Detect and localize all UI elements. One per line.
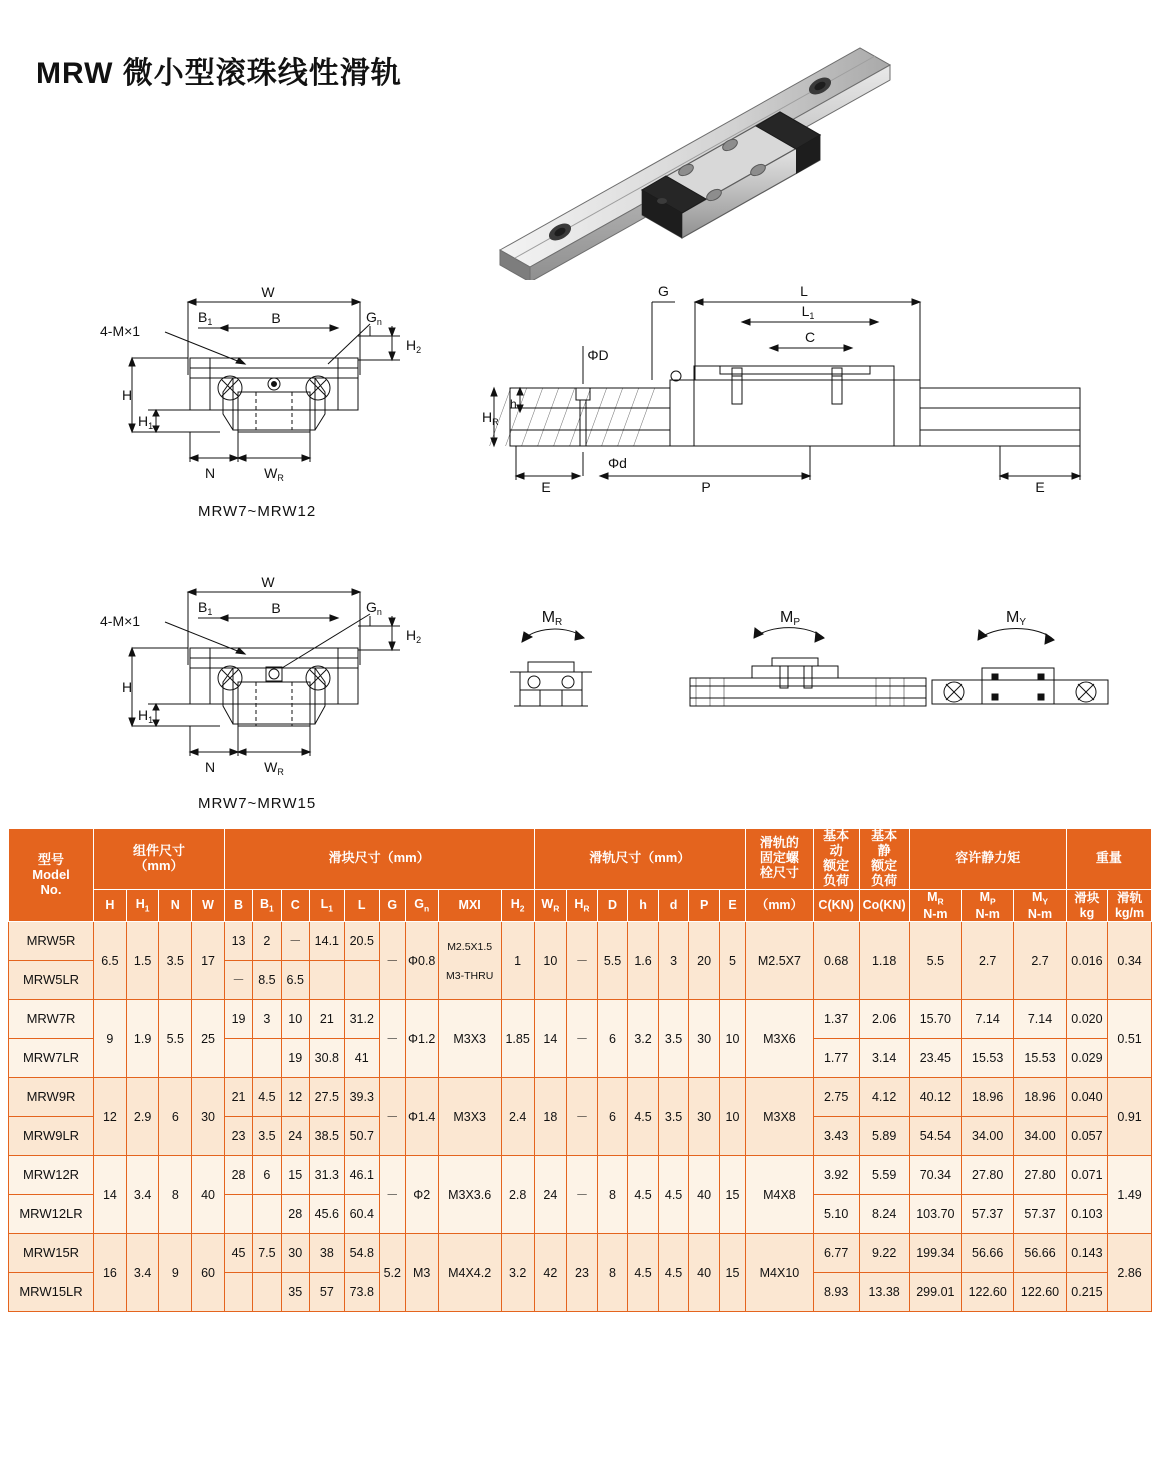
product-photo bbox=[490, 20, 1130, 280]
cell-w-rail: 0.91 bbox=[1108, 1078, 1152, 1156]
cell-HR: － bbox=[567, 1078, 598, 1156]
svg-text:G: G bbox=[658, 283, 669, 299]
cell-B1: 3 bbox=[253, 1000, 281, 1039]
cell-w-block: 0.103 bbox=[1066, 1195, 1107, 1234]
cell-my: 34.00 bbox=[1014, 1117, 1066, 1156]
th-w-rail: 滑轨 kg/m bbox=[1108, 889, 1152, 922]
cell-B: 19 bbox=[224, 1000, 252, 1039]
cell-c-dyn: 2.75 bbox=[813, 1078, 859, 1117]
cell-H1: 3.4 bbox=[126, 1156, 159, 1234]
cell-W: 17 bbox=[192, 922, 225, 1000]
cell-B1: 6 bbox=[253, 1156, 281, 1195]
cell-D: 8 bbox=[597, 1234, 628, 1312]
cell-c-dyn: 1.37 bbox=[813, 1000, 859, 1039]
th-H1: $H_1$ bbox=[126, 889, 159, 922]
drawing-front-view-mrw7-12 bbox=[70, 280, 470, 535]
cell-E: 10 bbox=[719, 1078, 745, 1156]
th-group-cstat: 基本 静 额定 负荷 bbox=[859, 829, 909, 890]
cell-D: 6 bbox=[597, 1000, 628, 1078]
cell-G: 5.2 bbox=[379, 1234, 405, 1312]
cell-C: 6.5 bbox=[281, 961, 309, 1000]
cell-B: 13 bbox=[224, 922, 252, 961]
drawing-side-section-view bbox=[480, 280, 1120, 515]
th-B1: $B_1$ bbox=[253, 889, 281, 922]
cell-Gn: Φ2 bbox=[405, 1156, 438, 1234]
cell-C: － bbox=[281, 922, 309, 961]
cell-H1: 1.5 bbox=[126, 922, 159, 1000]
table-row bbox=[9, 1000, 1152, 1039]
cell-model: MRW9LR bbox=[9, 1117, 94, 1156]
th-group-rail: 滑轨尺寸（mm） bbox=[534, 829, 746, 890]
cell-B: 21 bbox=[224, 1078, 252, 1117]
cell-L: 60.4 bbox=[344, 1195, 379, 1234]
cell-mr: 299.01 bbox=[909, 1273, 961, 1312]
cell-E: 15 bbox=[719, 1234, 745, 1312]
th-Gn: $G_n$ bbox=[405, 889, 438, 922]
cell-E: 15 bbox=[719, 1156, 745, 1234]
th-group-assembly: 组件尺寸 （mm） bbox=[94, 829, 225, 890]
svg-text:E: E bbox=[541, 479, 551, 495]
cell-H: 6.5 bbox=[94, 922, 127, 1000]
cell-HR: － bbox=[567, 1000, 598, 1078]
cell-c-stat: 5.89 bbox=[859, 1117, 909, 1156]
svg-text:H: H bbox=[122, 387, 133, 403]
cell-h: 4.5 bbox=[628, 1156, 659, 1234]
cell-mr: 15.70 bbox=[909, 1000, 961, 1039]
cell-B1: 2 bbox=[253, 922, 281, 961]
cell-mr: 23.45 bbox=[909, 1039, 961, 1078]
svg-text:MR: MR bbox=[541, 609, 563, 628]
cell-w-rail: 0.51 bbox=[1108, 1000, 1152, 1078]
cell-C: 35 bbox=[281, 1273, 309, 1312]
cell-D: 8 bbox=[597, 1156, 628, 1234]
cell-N: 3.5 bbox=[159, 922, 192, 1000]
cell-w-block: 0.029 bbox=[1066, 1039, 1107, 1078]
svg-text:B1: $B_1$ bbox=[198, 599, 213, 617]
cell-mr: 70.34 bbox=[909, 1156, 961, 1195]
diagram-moment-mp bbox=[680, 600, 940, 745]
cell-d: 4.5 bbox=[658, 1234, 689, 1312]
cell-d: 3 bbox=[658, 922, 689, 1000]
svg-text:L: L bbox=[800, 283, 808, 299]
cell-B1 bbox=[253, 1039, 281, 1078]
cell-w-block: 0.020 bbox=[1066, 1000, 1107, 1039]
cell-W: 40 bbox=[192, 1156, 225, 1234]
th-N: N bbox=[159, 889, 192, 922]
th-model-line1: 型号 bbox=[38, 851, 65, 867]
th-mr: $M_R$ N-m bbox=[909, 889, 961, 922]
cell-H2: 1 bbox=[501, 922, 534, 1000]
cell-Gn: Φ0.8 bbox=[405, 922, 438, 1000]
cell-L: 54.8 bbox=[344, 1234, 379, 1273]
cell-H1: 3.4 bbox=[126, 1234, 159, 1312]
th-WR: $W_R$ bbox=[534, 889, 567, 922]
cell-my: 57.37 bbox=[1014, 1195, 1066, 1234]
th-W: W bbox=[192, 889, 225, 922]
svg-text:MY: MY bbox=[1006, 609, 1026, 628]
svg-text:WR: $W_R$ bbox=[264, 465, 284, 483]
cell-H2: 2.4 bbox=[501, 1078, 534, 1156]
th-my: $M_Y$ N-m bbox=[1014, 889, 1066, 922]
cell-bolt: M3X6 bbox=[746, 1000, 814, 1078]
cell-bolt: M3X8 bbox=[746, 1078, 814, 1156]
cell-N: 9 bbox=[159, 1234, 192, 1312]
cell-mr: 199.34 bbox=[909, 1234, 961, 1273]
svg-text:4-M×1: 4-M×1 bbox=[100, 613, 141, 629]
svg-text:N: N bbox=[204, 465, 216, 481]
cell-L1: 31.3 bbox=[309, 1156, 344, 1195]
svg-text:B1: $B_1$ bbox=[198, 309, 213, 327]
cell-C: 15 bbox=[281, 1156, 309, 1195]
cell-HR: － bbox=[567, 922, 598, 1000]
th-E: E bbox=[719, 889, 745, 922]
cell-L: 50.7 bbox=[344, 1117, 379, 1156]
cell-w-rail: 2.86 bbox=[1108, 1234, 1152, 1312]
cell-L: 46.1 bbox=[344, 1156, 379, 1195]
cell-w-block: 0.040 bbox=[1066, 1078, 1107, 1117]
table-row bbox=[9, 922, 1152, 961]
cell-model: MRW12R bbox=[9, 1156, 94, 1195]
th-MXl: MXI bbox=[438, 889, 501, 922]
spec-table-body bbox=[9, 922, 1152, 1312]
th-L1: $L_1$ bbox=[309, 889, 344, 922]
cell-L: 73.8 bbox=[344, 1273, 379, 1312]
th-model-line3: No. bbox=[40, 881, 62, 897]
spec-table bbox=[8, 828, 1152, 1312]
cell-H2: 3.2 bbox=[501, 1234, 534, 1312]
cell-E: 5 bbox=[719, 922, 745, 1000]
cell-L: 20.5 bbox=[344, 922, 379, 961]
svg-text:L1: $L_1$ bbox=[801, 303, 815, 321]
svg-text:B: B bbox=[271, 310, 281, 326]
cell-B: 45 bbox=[224, 1234, 252, 1273]
svg-text:H: H bbox=[122, 679, 133, 695]
cell-mr: 40.12 bbox=[909, 1078, 961, 1117]
th-H2: $H_2$ bbox=[501, 889, 534, 922]
svg-text:H2: $H_2$ bbox=[406, 627, 422, 645]
cell-L: 39.3 bbox=[344, 1078, 379, 1117]
cell-MXl: M2.5X1.5 M3-THRU bbox=[438, 922, 501, 1000]
cell-C: 19 bbox=[281, 1039, 309, 1078]
cell-HR: － bbox=[567, 1156, 598, 1234]
cell-B1: 3.5 bbox=[253, 1117, 281, 1156]
cell-H1: 2.9 bbox=[126, 1078, 159, 1156]
cell-mp: 56.66 bbox=[962, 1234, 1014, 1273]
th-group-cdyn: 基本 动 额定 负荷 bbox=[813, 829, 859, 890]
diagram-moment-mr bbox=[500, 600, 680, 745]
page-title: MRW 微小型滚珠线性滑轨 bbox=[36, 57, 402, 90]
svg-text:E: E bbox=[1035, 479, 1045, 495]
cell-WR: 14 bbox=[534, 1000, 567, 1078]
cell-W: 30 bbox=[192, 1078, 225, 1156]
cell-B: － bbox=[224, 961, 252, 1000]
cell-mr: 103.70 bbox=[909, 1195, 961, 1234]
cell-H2: 2.8 bbox=[501, 1156, 534, 1234]
cell-mr: 5.5 bbox=[909, 922, 961, 1000]
cell-my: 27.80 bbox=[1014, 1156, 1066, 1195]
cell-bolt: M4X10 bbox=[746, 1234, 814, 1312]
diagram-moment-my bbox=[920, 600, 1120, 745]
th-c-stat: Co(KN) bbox=[859, 889, 909, 922]
cell-G: － bbox=[379, 1078, 405, 1156]
svg-text:HR: $H_R$ bbox=[482, 409, 499, 427]
cell-model: MRW15R bbox=[9, 1234, 94, 1273]
cell-model: MRW7LR bbox=[9, 1039, 94, 1078]
table-row bbox=[9, 1156, 1152, 1195]
cell-c-stat: 2.06 bbox=[859, 1000, 909, 1039]
svg-text:Φd: Φd bbox=[608, 455, 627, 471]
cell-Gn: M3 bbox=[405, 1234, 438, 1312]
th-H: H bbox=[94, 889, 127, 922]
cell-P: 20 bbox=[689, 922, 720, 1000]
cell-w-rail: 0.34 bbox=[1108, 922, 1152, 1000]
th-group-bolt: 滑轨的 固定螺 栓尺寸 bbox=[746, 829, 814, 890]
cell-my: 56.66 bbox=[1014, 1234, 1066, 1273]
cell-mp: 57.37 bbox=[962, 1195, 1014, 1234]
cell-H2: 1.85 bbox=[501, 1000, 534, 1078]
cell-L: 31.2 bbox=[344, 1000, 379, 1039]
cell-L1: 21 bbox=[309, 1000, 344, 1039]
cell-Gn: Φ1.4 bbox=[405, 1078, 438, 1156]
cell-C: 10 bbox=[281, 1000, 309, 1039]
cell-H1: 1.9 bbox=[126, 1000, 159, 1078]
cell-h: 4.5 bbox=[628, 1234, 659, 1312]
cell-MXl: M3X3.6 bbox=[438, 1156, 501, 1234]
cell-W: 25 bbox=[192, 1000, 225, 1078]
cell-C: 28 bbox=[281, 1195, 309, 1234]
cell-model: MRW5LR bbox=[9, 961, 94, 1000]
svg-text:B: B bbox=[271, 600, 281, 616]
cell-c-stat: 8.24 bbox=[859, 1195, 909, 1234]
cell-model: MRW5R bbox=[9, 922, 94, 961]
cell-c-stat: 9.22 bbox=[859, 1234, 909, 1273]
svg-text:H2: $H_2$ bbox=[406, 337, 422, 355]
svg-text:WR: $W_R$ bbox=[264, 759, 284, 777]
cell-B bbox=[224, 1273, 252, 1312]
cell-w-block: 0.215 bbox=[1066, 1273, 1107, 1312]
cell-P: 40 bbox=[689, 1156, 720, 1234]
th-w-block: 滑块 kg bbox=[1066, 889, 1107, 922]
spec-table-wrapper bbox=[8, 828, 1152, 1312]
cell-c-dyn: 0.68 bbox=[813, 922, 859, 1000]
cell-WR: 10 bbox=[534, 922, 567, 1000]
cell-H: 9 bbox=[94, 1000, 127, 1078]
cell-P: 30 bbox=[689, 1078, 720, 1156]
th-group-block: 滑块尺寸（mm） bbox=[224, 829, 534, 890]
th-L: L bbox=[344, 889, 379, 922]
svg-text:MP: MP bbox=[780, 609, 800, 628]
cell-L1: 30.8 bbox=[309, 1039, 344, 1078]
cell-my: 18.96 bbox=[1014, 1078, 1066, 1117]
cell-mp: 15.53 bbox=[962, 1039, 1014, 1078]
svg-text:ΦD: ΦD bbox=[587, 347, 609, 363]
cell-d: 4.5 bbox=[658, 1156, 689, 1234]
cell-G: － bbox=[379, 1000, 405, 1078]
cell-L1: 27.5 bbox=[309, 1078, 344, 1117]
cell-C: 12 bbox=[281, 1078, 309, 1117]
th-model-line2: Model bbox=[32, 866, 70, 882]
th-B: B bbox=[224, 889, 252, 922]
table-row bbox=[9, 1234, 1152, 1273]
cell-my: 7.14 bbox=[1014, 1000, 1066, 1039]
th-HR: $H_R$ bbox=[567, 889, 598, 922]
cell-L1: 14.1 bbox=[309, 922, 344, 961]
cell-W: 60 bbox=[192, 1234, 225, 1312]
cell-c-dyn: 3.43 bbox=[813, 1117, 859, 1156]
cell-c-dyn: 3.92 bbox=[813, 1156, 859, 1195]
cell-MXl: M4X4.2 bbox=[438, 1234, 501, 1312]
cell-c-dyn: 6.77 bbox=[813, 1234, 859, 1273]
cell-w-rail: 1.49 bbox=[1108, 1156, 1152, 1234]
svg-text:W: W bbox=[261, 574, 275, 590]
cell-h: 1.6 bbox=[628, 922, 659, 1000]
cell-L1: 38.5 bbox=[309, 1117, 344, 1156]
cell-L1: 38 bbox=[309, 1234, 344, 1273]
svg-text:H1: $H_1$ bbox=[138, 707, 154, 725]
cell-c-stat: 13.38 bbox=[859, 1273, 909, 1312]
cell-model: MRW15LR bbox=[9, 1273, 94, 1312]
th-C: C bbox=[281, 889, 309, 922]
cell-N: 6 bbox=[159, 1078, 192, 1156]
cell-L1: 57 bbox=[309, 1273, 344, 1312]
cell-D: 5.5 bbox=[597, 922, 628, 1000]
cell-L1: 45.6 bbox=[309, 1195, 344, 1234]
cell-mp: 2.7 bbox=[962, 922, 1014, 1000]
svg-text:Gn: $G_n$ bbox=[366, 309, 382, 327]
drawing-front-view-mrw7-15 bbox=[70, 570, 470, 825]
cell-H: 16 bbox=[94, 1234, 127, 1312]
svg-text:Gn: $G_n$ bbox=[366, 599, 382, 617]
cell-E: 10 bbox=[719, 1000, 745, 1078]
cell-G: － bbox=[379, 922, 405, 1000]
cell-H: 12 bbox=[94, 1078, 127, 1156]
cell-B1 bbox=[253, 1195, 281, 1234]
table-row bbox=[9, 1078, 1152, 1117]
cell-B: 28 bbox=[224, 1156, 252, 1195]
cell-w-block: 0.057 bbox=[1066, 1117, 1107, 1156]
cell-my: 15.53 bbox=[1014, 1039, 1066, 1078]
svg-text:P: P bbox=[701, 479, 711, 495]
cell-mp: 18.96 bbox=[962, 1078, 1014, 1117]
cell-w-block: 0.016 bbox=[1066, 922, 1107, 1000]
cell-C: 24 bbox=[281, 1117, 309, 1156]
cell-model: MRW9R bbox=[9, 1078, 94, 1117]
svg-text:H1: $H_1$ bbox=[138, 413, 154, 431]
svg-text:4-M×1: 4-M×1 bbox=[100, 323, 141, 339]
cell-d: 3.5 bbox=[658, 1000, 689, 1078]
cell-WR: 24 bbox=[534, 1156, 567, 1234]
cell-C: 30 bbox=[281, 1234, 309, 1273]
cell-Gn: Φ1.2 bbox=[405, 1000, 438, 1078]
cell-c-dyn: 1.77 bbox=[813, 1039, 859, 1078]
cell-mp: 122.60 bbox=[962, 1273, 1014, 1312]
th-model bbox=[9, 829, 94, 922]
cell-L: 41 bbox=[344, 1039, 379, 1078]
th-group-moment: 容许静力矩 bbox=[909, 829, 1066, 890]
cell-mp: 34.00 bbox=[962, 1117, 1014, 1156]
cell-my: 2.7 bbox=[1014, 922, 1066, 1000]
svg-text:W: W bbox=[261, 284, 275, 300]
th-D: D bbox=[597, 889, 628, 922]
cell-B bbox=[224, 1039, 252, 1078]
cell-w-block: 0.143 bbox=[1066, 1234, 1107, 1273]
cell-mr: 54.54 bbox=[909, 1117, 961, 1156]
th-d: d bbox=[658, 889, 689, 922]
cell-B bbox=[224, 1195, 252, 1234]
caption-front-view-bottom: MRW7~MRW15 bbox=[198, 795, 317, 812]
cell-c-stat: 5.59 bbox=[859, 1156, 909, 1195]
cell-model: MRW12LR bbox=[9, 1195, 94, 1234]
cell-h: 3.2 bbox=[628, 1000, 659, 1078]
cell-G: － bbox=[379, 1156, 405, 1234]
cell-P: 40 bbox=[689, 1234, 720, 1312]
cell-c-stat: 1.18 bbox=[859, 922, 909, 1000]
cell-N: 5.5 bbox=[159, 1000, 192, 1078]
cell-c-stat: 4.12 bbox=[859, 1078, 909, 1117]
cell-B1 bbox=[253, 1273, 281, 1312]
cell-L1 bbox=[309, 961, 344, 1000]
cell-P: 30 bbox=[689, 1000, 720, 1078]
cell-B1: 4.5 bbox=[253, 1078, 281, 1117]
cell-MXl: M3X3 bbox=[438, 1078, 501, 1156]
cell-D: 6 bbox=[597, 1078, 628, 1156]
cell-B1: 8.5 bbox=[253, 961, 281, 1000]
cell-c-dyn: 8.93 bbox=[813, 1273, 859, 1312]
th-bolt-unit: （mm） bbox=[746, 889, 814, 922]
cell-N: 8 bbox=[159, 1156, 192, 1234]
cell-MXl: M3X3 bbox=[438, 1000, 501, 1078]
cell-c-stat: 3.14 bbox=[859, 1039, 909, 1078]
cell-model: MRW7R bbox=[9, 1000, 94, 1039]
cell-d: 3.5 bbox=[658, 1078, 689, 1156]
cell-H: 14 bbox=[94, 1156, 127, 1234]
caption-front-view-top: MRW7~MRW12 bbox=[198, 503, 317, 520]
cell-B1: 7.5 bbox=[253, 1234, 281, 1273]
cell-bolt: M2.5X7 bbox=[746, 922, 814, 1000]
cell-mp: 27.80 bbox=[962, 1156, 1014, 1195]
th-h: h bbox=[628, 889, 659, 922]
th-c-dyn: C(KN) bbox=[813, 889, 859, 922]
cell-my: 122.60 bbox=[1014, 1273, 1066, 1312]
svg-text:N: N bbox=[204, 759, 216, 775]
cell-L bbox=[344, 961, 379, 1000]
cell-bolt: M4X8 bbox=[746, 1156, 814, 1234]
cell-WR: 42 bbox=[534, 1234, 567, 1312]
cell-B: 23 bbox=[224, 1117, 252, 1156]
th-mp: $M_P$ N-m bbox=[962, 889, 1014, 922]
th-P: P bbox=[689, 889, 720, 922]
cell-mp: 7.14 bbox=[962, 1000, 1014, 1039]
th-G: G bbox=[379, 889, 405, 922]
th-group-weight: 重量 bbox=[1066, 829, 1151, 890]
cell-HR: 23 bbox=[567, 1234, 598, 1312]
cell-w-block: 0.071 bbox=[1066, 1156, 1107, 1195]
svg-text:h: h bbox=[510, 397, 517, 411]
cell-c-dyn: 5.10 bbox=[813, 1195, 859, 1234]
svg-text:C: C bbox=[804, 329, 816, 345]
cell-WR: 18 bbox=[534, 1078, 567, 1156]
cell-h: 4.5 bbox=[628, 1078, 659, 1156]
